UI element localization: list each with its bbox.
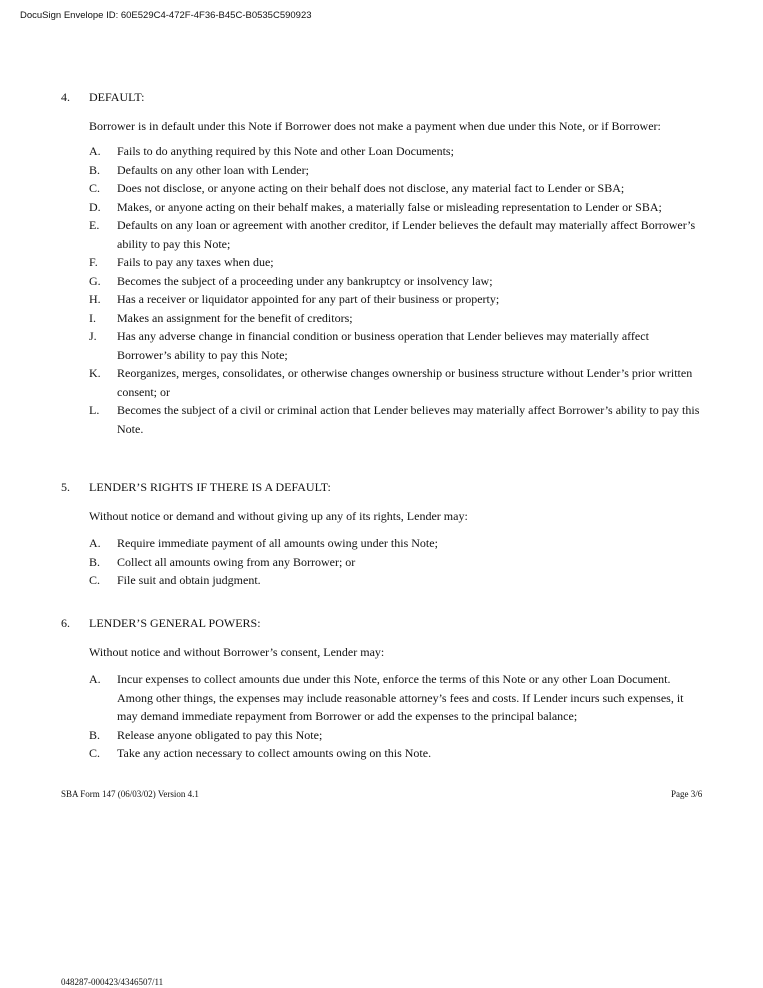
item-letter: C. <box>89 181 101 195</box>
item-text: Release anyone obligated to pay this Note; <box>117 727 323 742</box>
list-item <box>89 571 701 590</box>
section-title: LENDER’S RIGHTS IF THERE IS A DEFAULT: <box>89 480 331 494</box>
list-item <box>89 327 701 364</box>
section-title: LENDER’S GENERAL POWERS: <box>89 616 261 630</box>
list-item <box>89 216 701 253</box>
section-number: 5. <box>61 480 70 494</box>
item-letter: E. <box>89 218 100 232</box>
default-list <box>89 142 701 438</box>
powers-list <box>89 670 701 763</box>
section-default <box>61 89 701 436</box>
item-letter: D. <box>89 199 101 214</box>
list-item <box>89 534 701 553</box>
item-letter: F. <box>89 255 98 269</box>
item-text: Has any adverse change in financial condition or business operation that Lender believes may materially affect Borrower’s ability to pay this Note; <box>117 329 649 362</box>
item-letter: A. <box>89 672 101 686</box>
section-intro: Without notice and without Borrower’s consent, Lender may: <box>89 645 385 659</box>
list-item <box>89 309 701 328</box>
document-id: 048287-000423/4346507/11 <box>61 977 164 987</box>
list-item <box>89 198 701 217</box>
list-item <box>89 142 701 161</box>
page-number: Page 3/6 <box>671 789 703 799</box>
section-title: DEFAULT: <box>89 90 145 104</box>
item-text: Incur expenses to collect amounts due under this Note, enforce the terms of this Note or any other Loan Document. Among other things, the expenses may include reasonable attorney’s fees and costs. If Lender incurs such expenses, it may demand immediate repayment from Borrower or add the expenses to the principal balance; <box>117 672 684 723</box>
item-text: Becomes the subject of a civil or criminal action that Lender believes may materially affect Borrower’s ability to pay this Note. <box>117 403 700 436</box>
section-heading <box>61 89 701 105</box>
item-letter: B. <box>89 727 101 742</box>
item-text: Defaults on any other loan with Lender; <box>117 162 309 177</box>
list-item <box>89 161 701 180</box>
envelope-id: DocuSign Envelope ID: 60E529C4-472F-4F36-B45C-B0535C590923 <box>20 10 312 21</box>
item-text: Does not disclose, or anyone acting on their behalf does not disclose, any material fact to Lender or SBA; <box>117 181 625 195</box>
section-number: 6. <box>61 616 70 630</box>
item-text: Makes, or anyone acting on their behalf makes, a materially false or misleading representation to Lender or SBA; <box>117 199 662 214</box>
section-heading <box>61 615 701 631</box>
item-text: Makes an assignment for the benefit of creditors; <box>117 310 353 325</box>
item-letter: B. <box>89 554 101 569</box>
item-text: Require immediate payment of all amounts owing under this Note; <box>117 536 438 550</box>
list-item <box>89 272 701 291</box>
item-letter: C. <box>89 746 101 760</box>
item-letter: J. <box>89 329 97 343</box>
list-item <box>89 744 701 763</box>
item-text: Becomes the subject of a proceeding under any bankruptcy or insolvency law; <box>117 273 493 288</box>
item-letter: I. <box>89 310 96 325</box>
section-intro: Without notice or demand and without giving up any of its rights, Lender may: <box>89 509 468 523</box>
rights-list <box>89 534 701 590</box>
list-item <box>89 401 701 438</box>
item-text: Take any action necessary to collect amounts owing on this Note. <box>117 746 432 760</box>
list-item <box>89 253 701 272</box>
list-item <box>89 726 701 745</box>
form-version: SBA Form 147 (06/03/02) Version 4.1 <box>61 789 199 799</box>
item-letter: G. <box>89 273 101 288</box>
item-text: Defaults on any loan or agreement with another creditor, if Lender believes the default may materially affect Borrower’s ability to pay this Note; <box>117 218 696 251</box>
item-text: Fails to pay any taxes when due; <box>117 255 274 269</box>
item-text: Collect all amounts owing from any Borrower; or <box>117 554 356 569</box>
item-letter: C. <box>89 573 101 587</box>
list-item <box>89 670 701 726</box>
section-intro: Borrower is in default under this Note if Borrower does not make a payment when due under this Note, or if Borrower: <box>89 119 661 133</box>
item-text: Reorganizes, merges, consolidates, or otherwise changes ownership or business structure without Lender’s prior written consent; or <box>117 366 693 399</box>
section-lender-rights <box>61 479 701 587</box>
section-general-powers <box>61 615 701 760</box>
item-text: Has a receiver or liquidator appointed for any part of their business or property; <box>117 292 500 306</box>
item-letter: A. <box>89 536 101 550</box>
section-number: 4. <box>61 90 70 104</box>
item-letter: H. <box>89 292 101 306</box>
item-text: File suit and obtain judgment. <box>117 573 261 587</box>
item-text: Fails to do anything required by this Note and other Loan Documents; <box>117 144 454 158</box>
list-item <box>89 290 701 309</box>
section-heading <box>61 479 701 495</box>
list-item <box>89 553 701 572</box>
item-letter: B. <box>89 162 101 177</box>
list-item <box>89 364 701 401</box>
list-item <box>89 179 701 198</box>
item-letter: K. <box>89 366 101 380</box>
item-letter: A. <box>89 144 101 158</box>
item-letter: L. <box>89 403 100 417</box>
